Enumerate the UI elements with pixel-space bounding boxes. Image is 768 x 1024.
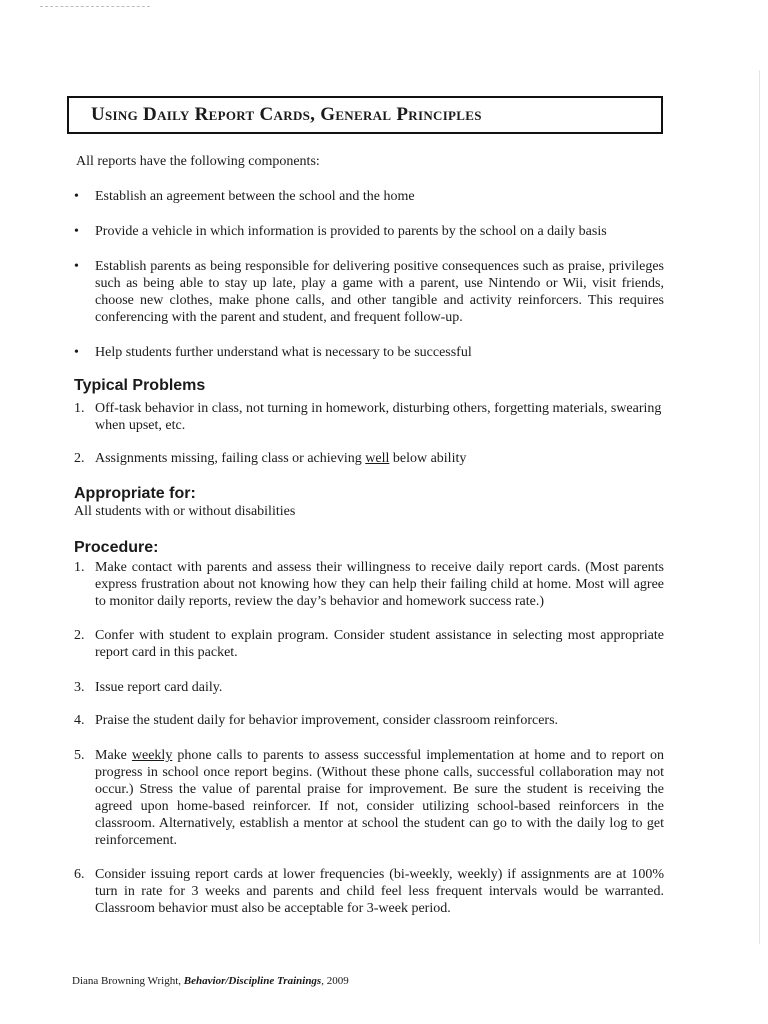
section-heading-procedure: Procedure: <box>74 539 159 556</box>
page-title: Using Daily Report Cards, General Principles <box>91 104 482 125</box>
list-item: • Help students further understand what is necessary to be successful <box>74 345 472 360</box>
section-heading-appropriate-for: Appropriate for: <box>74 485 196 502</box>
list-item: 4. Praise the student daily for behavior improvement, consider classroom reinforcers. <box>74 713 559 728</box>
section-heading-typical-problems: Typical Problems <box>74 377 206 394</box>
list-item: 5. Make weekly phone calls to parents to assess successful implementation at home and to report on progress in school once report begins. (Without these phone calls, successful collaboration may not occur.) Stress the value of parental praise for improvement. Be sure the student is receiving the agreed upon home-based reinforcer. If not, consider utilizing school-based reinforcers in the classroom. Alternatively, establish a mentor at school the student can go to with the daily log to get reinforcement. <box>74 748 664 848</box>
list-item: • Establish parents as being responsible for delivering positive consequences such as praise, privileges such as being able to stay up late, play a game with a parent, use Nintendo or Wii, visit friends, choose new clothes, make phone calls, and other tangible and activity reinforcers. This requires conferencing with the parent and student, and frequent follow-up. <box>74 259 664 325</box>
bullet-icon: • <box>74 224 79 239</box>
list-item: • Provide a vehicle in which information is provided to parents by the school on a daily basis <box>74 224 607 239</box>
list-item: • Establish an agreement between the school and the home <box>74 189 415 204</box>
bullet-icon: • <box>74 189 79 204</box>
list-item: 6. Consider issuing report cards at lower frequencies (bi-weekly, weekly) if assignments are at 100% turn in rate for 3 weeks and parents and child feel less frequent intervals would be warranted. Classroom behavior must also be acceptable for 3-week period. <box>74 867 664 916</box>
title-box <box>67 96 663 134</box>
scan-artifact-top <box>40 6 150 7</box>
footer-citation: Diana Browning Wright, Behavior/Discipline Trainings, 2009 <box>72 975 349 987</box>
bullet-icon: • <box>74 259 79 274</box>
list-item: 1. Off-task behavior in class, not turning in homework, disturbing others, forgetting materials, swearing when upset, etc. <box>74 401 662 433</box>
scan-artifact-edge <box>759 70 760 944</box>
appropriate-for-text: All students with or without disabilities <box>74 504 296 519</box>
bullet-icon: • <box>74 345 79 360</box>
list-item: 3. Issue report card daily. <box>74 680 223 695</box>
intro-text: All reports have the following components: <box>76 154 320 169</box>
list-item: 1. Make contact with parents and assess their willingness to receive daily report cards. (Most parents express frustration about not knowing how they can help their failing child at home. Most will agree to monitor daily reports, review the day’s behavior and homework success rate.) <box>74 560 664 609</box>
list-item: 2. Confer with student to explain program. Consider student assistance in selecting most appropriate report card in this packet. <box>74 628 664 660</box>
list-item: 2. Assignments missing, failing class or achieving well below ability <box>74 451 467 466</box>
